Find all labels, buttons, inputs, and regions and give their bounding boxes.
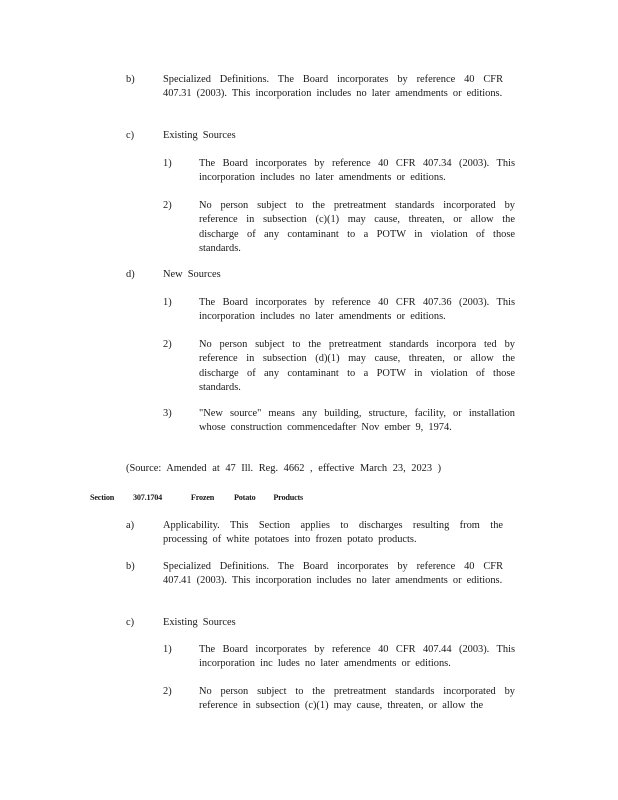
section-title-word-2: Potato (233, 493, 256, 502)
source-note: (Source: Amended at 47 Ill. Reg. 4662 , effective March 23, 2023 ) (126, 463, 442, 474)
item-heading-c: Existing Sources (163, 130, 236, 141)
item-label-a: a) (126, 520, 135, 531)
section-title-word-3: Products (273, 493, 304, 502)
item-label-c: c) (126, 130, 135, 141)
item-text-a: Applicability. This Section applies to discharges resulting from the processing of white potatoes into frozen potato products. (163, 520, 503, 546)
subitem-text-c1: The Board incorporates by reference 40 CFR 407.34 (2003). This incorporation includes no later amendments or editions. (199, 158, 515, 184)
item-label-c2: c) (126, 617, 135, 628)
subitem-text-d2: No person subject to the pretreatment standards incorpora ted by reference in subsection (d)(1) may cause, threaten, or allow the discharge of any contaminant to a POTW in violation of those standards. (199, 339, 515, 393)
item-heading-c2: Existing Sources (163, 617, 236, 628)
item-heading-d: New Sources (163, 269, 221, 280)
item-label-d: d) (126, 269, 135, 280)
section-word: Section (90, 493, 115, 502)
item-text-b: Specialized Definitions. The Board incorporates by reference 40 CFR 407.31 (2003). This incorporation includes no later amendments or editions. (163, 74, 503, 100)
subitem-label-d3: 3) (163, 408, 172, 419)
section-number: 307.1704 (132, 493, 163, 502)
subitem-text-d1: The Board incorporates by reference 40 CFR 407.36 (2003). This incorporation includes no later amendments or editions. (199, 297, 515, 323)
subitem-label-d1: 1) (163, 297, 172, 308)
section-title-word-1: Frozen (190, 493, 215, 502)
subitem-label-c1: 1) (163, 158, 172, 169)
subitem-text-c2-2: No person subject to the pretreatment standards incorporated by reference in subsection (c)(1) may cause, threaten, or allow the (199, 686, 515, 712)
item-label-b: b) (126, 74, 135, 85)
subitem-label-c2-2: 2) (163, 686, 172, 697)
subitem-text-d3: "New source" means any building, structure, facility, or installation whose construction commencedafter Nov ember 9, 1974. (199, 408, 515, 434)
subitem-label-c2-1: 1) (163, 644, 172, 655)
item-label-b2: b) (126, 561, 135, 572)
subitem-text-c2: No person subject to the pretreatment standards incorporated by reference in subsection (c)(1) may cause, threaten, or allow the discharge of any contaminant to a POTW in violation of those standards. (199, 200, 515, 254)
subitem-label-d2: 2) (163, 339, 172, 350)
subitem-label-c2: 2) (163, 200, 172, 211)
section-heading (90, 491, 303, 505)
item-text-b2: Specialized Definitions. The Board incorporates by reference 40 CFR 407.41 (2003). This incorporation includes no later amendments or editions. (163, 561, 503, 587)
subitem-text-c2-1: The Board incorporates by reference 40 CFR 407.44 (2003). This incorporation inc ludes no later amendments or editions. (199, 644, 515, 670)
